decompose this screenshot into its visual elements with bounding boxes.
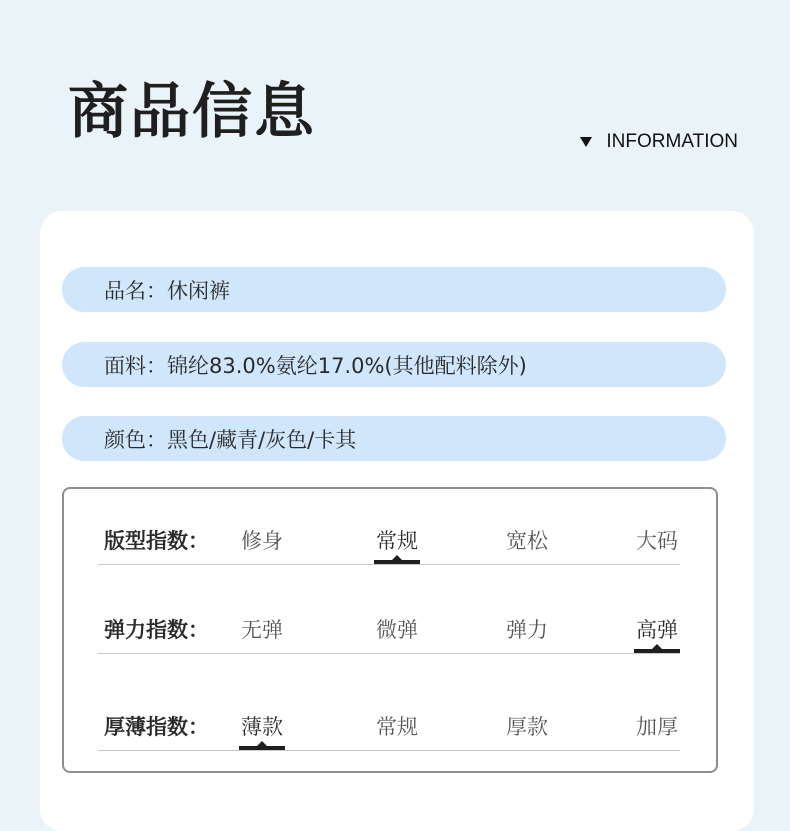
thickness-index-row bbox=[64, 699, 716, 759]
elastic-divider bbox=[98, 653, 680, 654]
thickness-option-extra-thick: 加厚 bbox=[636, 715, 678, 739]
thickness-index-label: 厚薄指数： bbox=[104, 715, 209, 739]
thickness-option-thin: 薄款 bbox=[241, 715, 283, 739]
fit-index-label: 版型指数： bbox=[104, 529, 209, 553]
thickness-option-regular: 常规 bbox=[376, 715, 418, 739]
triangle-down-icon bbox=[580, 137, 592, 147]
info-card bbox=[40, 211, 754, 831]
elastic-index-label: 弹力指数： bbox=[104, 618, 209, 642]
fit-divider bbox=[98, 564, 680, 565]
elastic-option-none: 无弹 bbox=[241, 618, 283, 642]
product-fabric-pill: 面料：锦纶83.0%氨纶17.0%(其他配料除外) bbox=[62, 342, 726, 387]
fit-index-row bbox=[64, 513, 716, 573]
elastic-option-elastic: 弹力 bbox=[506, 618, 548, 642]
elastic-option-high: 高弹 bbox=[636, 618, 678, 642]
page-title: 商品信息 bbox=[68, 77, 316, 147]
fit-option-loose: 宽松 bbox=[506, 529, 548, 553]
fit-option-slim: 修身 bbox=[241, 529, 283, 553]
elastic-option-slight: 微弹 bbox=[376, 618, 418, 642]
thickness-option-thick: 厚款 bbox=[506, 715, 548, 739]
product-name-pill: 品名：休闲裤 bbox=[62, 267, 726, 312]
information-tag bbox=[580, 131, 738, 153]
fit-option-regular: 常规 bbox=[376, 529, 418, 553]
fit-option-plus-size: 大码 bbox=[636, 529, 678, 553]
index-scale-box bbox=[62, 487, 718, 773]
information-label: INFORMATION bbox=[606, 131, 738, 152]
product-color-pill: 颜色：黑色/藏青/灰色/卡其 bbox=[62, 416, 726, 461]
elastic-index-row bbox=[64, 602, 716, 662]
thickness-divider bbox=[98, 750, 680, 751]
